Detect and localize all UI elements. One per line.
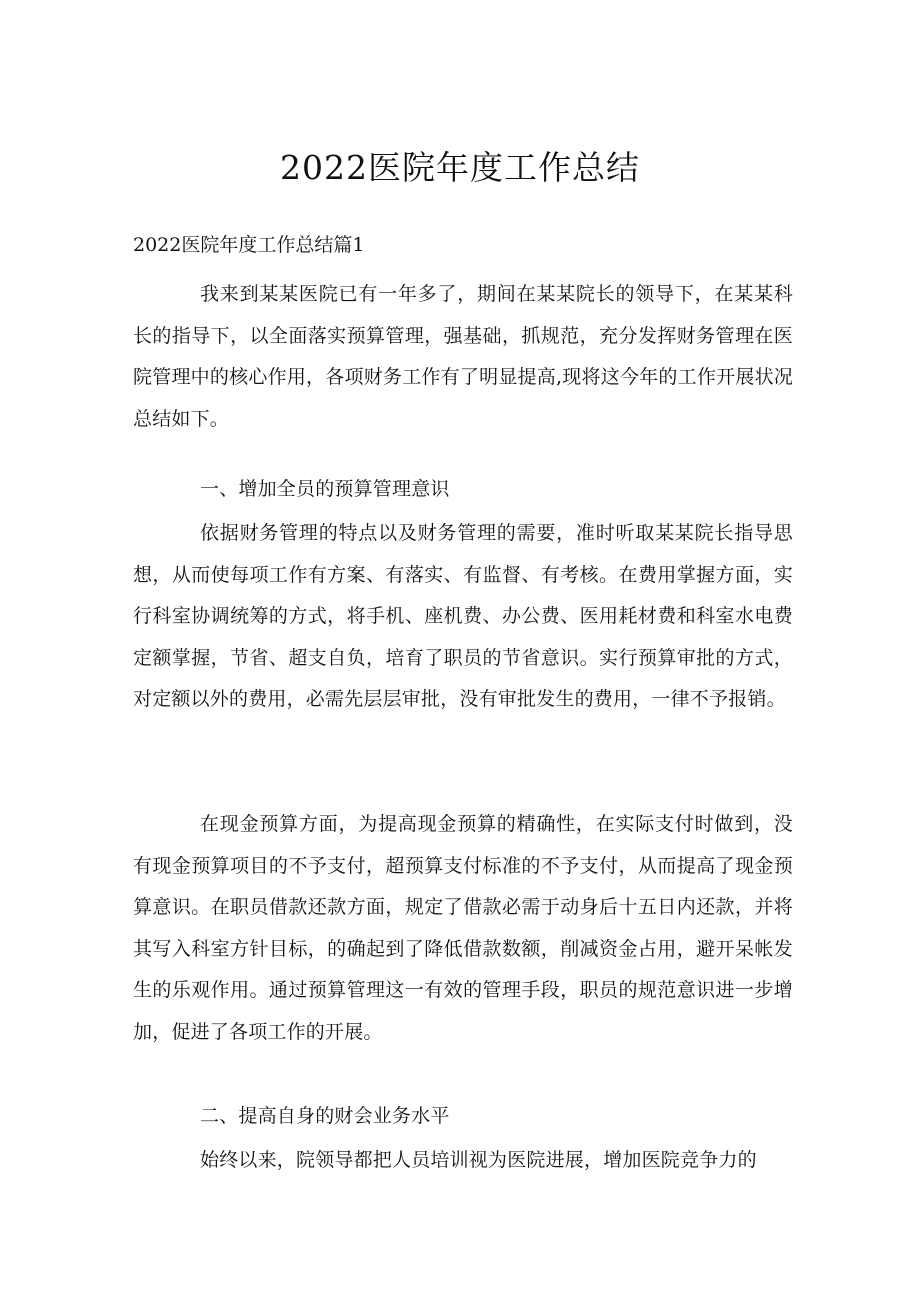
section-heading-skill-improvement: 二、提高自身的财会业务水平 [200,1105,450,1127]
paragraph-cash-budget: 在现金预算方面，为提高现金预算的精确性，在实际支付时做到，没有现金预算项目的不予支付，超预算支付标准的不予支付，从而提高了现金预算意识。在职员借款还款方面，规定了借款必需于动身后十五日内还款，并将其写入科室方针目标，的确起到了降低借款数额，削减资金占用，避开呆帐发生的乐观作用。通过预算管理这一有效的管理手段，职员的规范意识进一步增加，促进了各项工作的开展。 [133,813,793,1043]
document-title: 2022医院年度工作总结 [280,148,640,187]
document-subtitle: 2022医院年度工作总结篇1 [133,234,365,256]
section-heading-budget-awareness: 一、增加全员的预算管理意识 [200,478,450,500]
paragraph-intro: 我来到某某医院已有一年多了，期间在某某院长的领导下，在某某科长的指导下，以全面落实预算管理，强基础，抓规范，充分发挥财务管理在医院管理中的核心作用，各项财务工作有了明显提高,现将这今年的工作开展状况总结如下。 [133,283,793,430]
paragraph-training: 始终以来，院领导都把人员培训视为医院进展，增加医院竞争力的 [200,1149,757,1171]
paragraph-cost-control: 依据财务管理的特点以及财务管理的需要，准时听取某某院长指导思想，从而使每项工作有方案、有落实、有监督、有考核。在费用掌握方面，实行科室协调统筹的方式，将手机、座机费、办公费、医用耗材费和科室水电费定额掌握，节省、超支自负，培育了职员的节省意识。实行预算审批的方式，对定额以外的费用，必需先层层审批，没有审批发生的费用，一律不予报销。 [133,522,793,710]
